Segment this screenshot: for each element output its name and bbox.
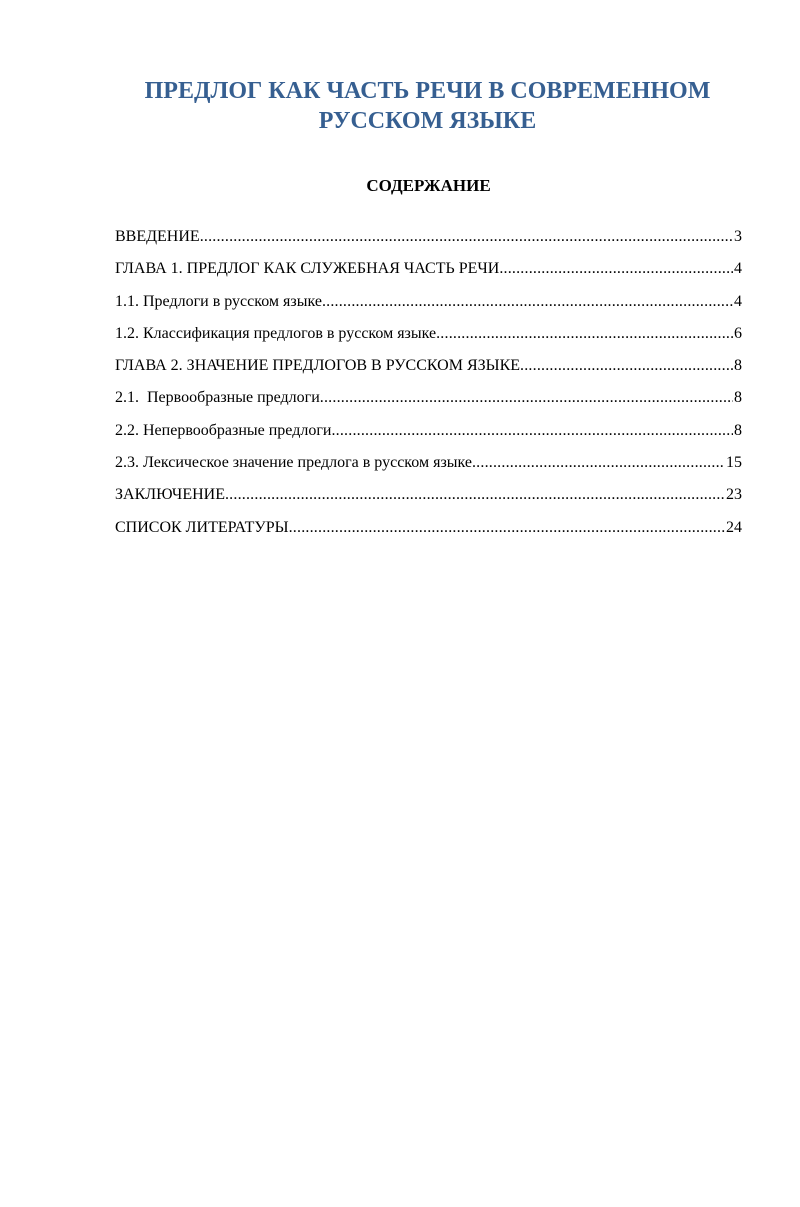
toc-entry-introduction[interactable] [115, 226, 742, 258]
toc-entry-label: СПИСОК ЛИТЕРАТУРЫ [115, 518, 289, 536]
toc-entry-conclusion[interactable] [115, 484, 742, 516]
toc-entry-section-2-3[interactable] [115, 452, 742, 484]
document-title-line-2: РУССКОМ ЯЗЫКЕ [318, 108, 537, 134]
toc-dot-leader [289, 517, 725, 539]
toc-entry-section-1-1[interactable] [115, 291, 742, 323]
table-of-contents [115, 226, 742, 549]
toc-entry-label: 2.3. Лексическое значение предлога в русском языке [115, 454, 472, 472]
toc-entry-label: ГЛАВА 2. ЗНАЧЕНИЕ ПРЕДЛОГОВ В РУССКОМ ЯЗЫКЕ [115, 357, 521, 375]
toc-entry-page: 8 [734, 421, 742, 439]
toc-entry-label: ВВЕДЕНИЕ [115, 228, 200, 245]
toc-entry-label: 2.1. Первообразные предлоги [115, 389, 320, 407]
toc-dot-leader [320, 387, 733, 409]
toc-entry-label: ЗАКЛЮЧЕНИЕ [115, 486, 225, 504]
toc-entry-page: 23 [726, 486, 742, 504]
toc-entry-page: 4 [734, 292, 742, 310]
toc-entry-page: 3 [734, 228, 742, 245]
toc-heading: СОДЕРЖАНИЕ [366, 176, 491, 195]
toc-entry-bibliography[interactable] [115, 517, 742, 549]
document-title [114, 76, 741, 136]
toc-dot-leader [331, 420, 733, 442]
toc-entry-chapter-1[interactable] [115, 258, 742, 290]
document-page [0, 76, 800, 1207]
toc-entry-page: 8 [734, 357, 742, 375]
toc-dot-leader [200, 226, 733, 248]
toc-entry-section-2-2[interactable] [115, 420, 742, 452]
toc-entry-chapter-2[interactable] [115, 355, 742, 387]
toc-entry-page: 24 [726, 518, 742, 536]
toc-entry-page: 15 [726, 454, 742, 472]
toc-dot-leader [520, 355, 733, 377]
toc-dot-leader [322, 291, 733, 313]
toc-entry-page: 8 [734, 389, 742, 407]
toc-entry-page: 4 [734, 260, 742, 278]
toc-dot-leader [225, 484, 725, 506]
document-title-line-1: ПРЕДЛОГ КАК ЧАСТЬ РЕЧИ В СОВРЕМЕННОМ [144, 78, 711, 104]
toc-entry-label: 2.2. Непервообразные предлоги [115, 421, 332, 439]
toc-entry-section-1-2[interactable] [115, 323, 742, 355]
toc-dot-leader [436, 323, 733, 345]
toc-entry-page: 6 [734, 324, 742, 342]
toc-dot-leader [472, 452, 725, 474]
toc-entry-section-2-1[interactable] [115, 387, 742, 419]
toc-entry-label: 1.2. Классификация предлогов в русском языке [115, 324, 437, 342]
toc-dot-leader [499, 258, 733, 280]
toc-entry-label: ГЛАВА 1. ПРЕДЛОГ КАК СЛУЖЕБНАЯ ЧАСТЬ РЕЧИ [115, 260, 500, 278]
toc-entry-label: 1.1. Предлоги в русском языке [115, 292, 322, 310]
